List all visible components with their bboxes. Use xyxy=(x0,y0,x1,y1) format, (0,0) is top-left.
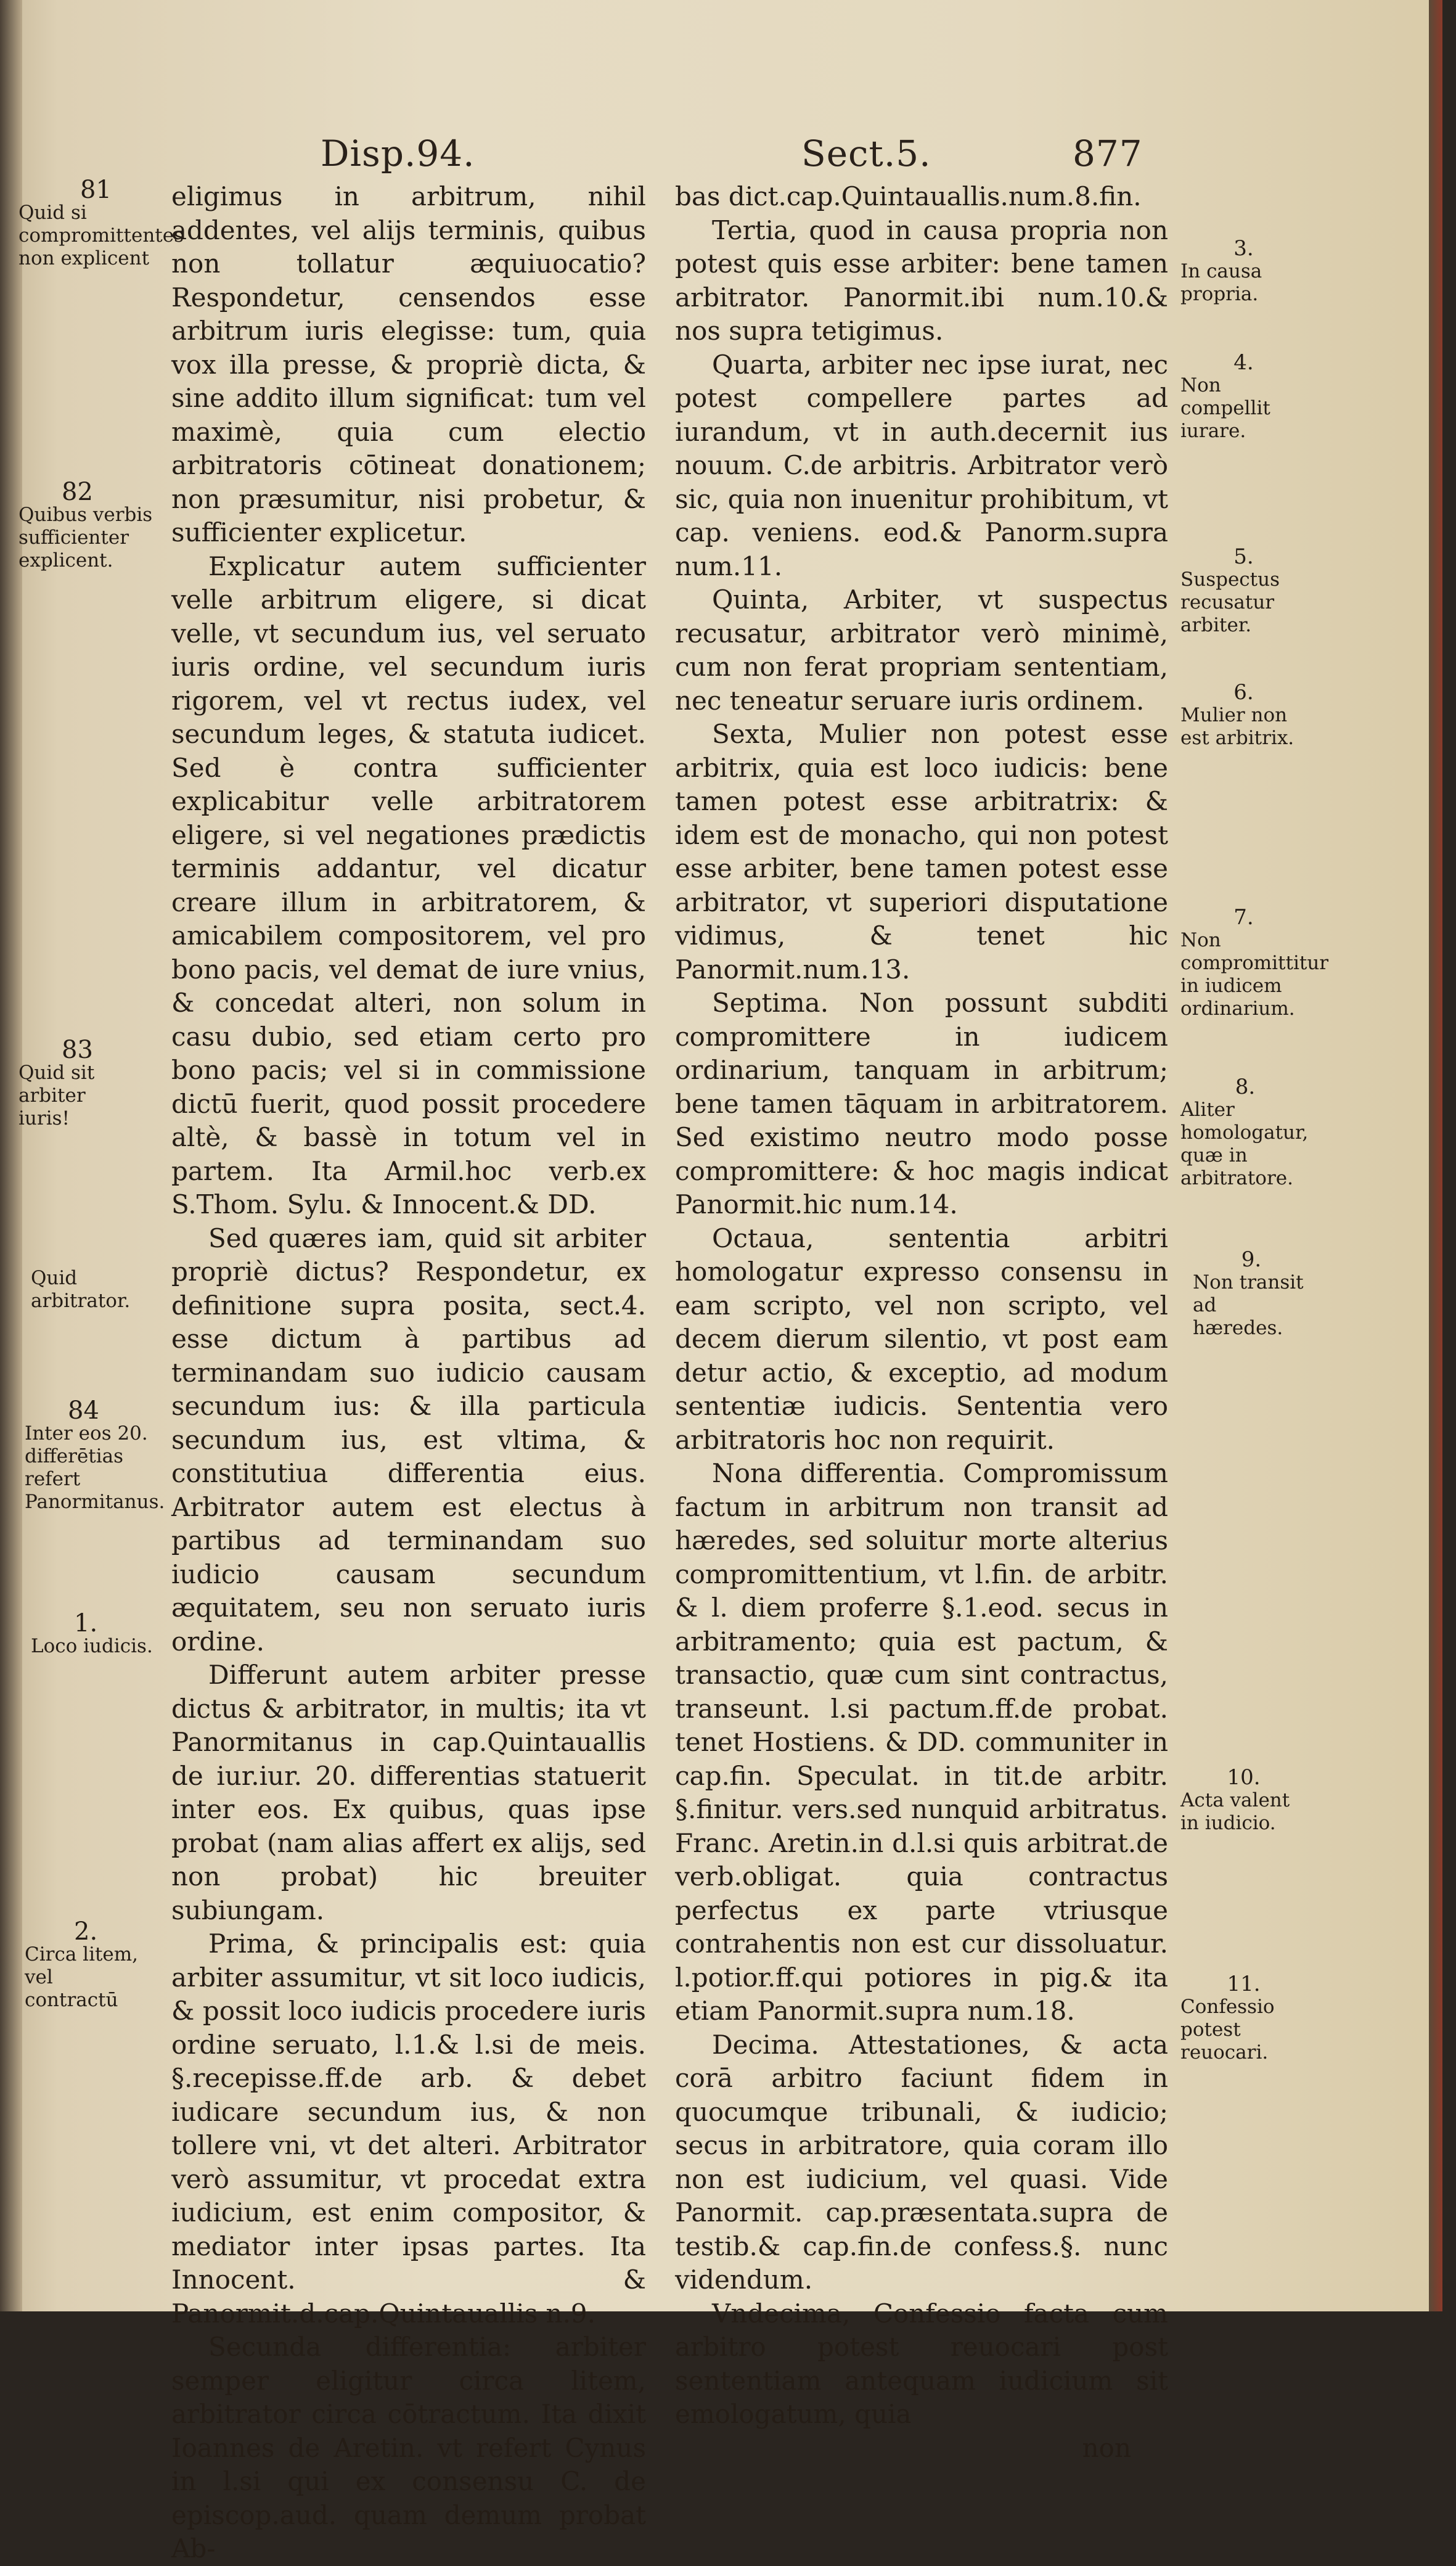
left-margin-note xyxy=(25,1396,165,1514)
margin-note-text: Loco iudicis. xyxy=(31,1635,153,1657)
paragraph: Sexta, Mulier non potest esse arbitrix, quia est loco iudicis: bene tamen potest esse arbitratrix: & idem est de monacho, qui non potest esse arbiter, bene tamen potest esse arbitrator, vt superiori disputatione vidimus, & tenet hic Panormit.num.13. xyxy=(675,719,1168,985)
margin-note-number: 6. xyxy=(1233,680,1254,705)
left-margin-note xyxy=(18,1036,142,1130)
paragraph: Vndecima, Confessio facta cum arbitro potest reuocari post sententiam antequam iudicium sit emologatum, quia xyxy=(675,2298,1168,2429)
margin-note-number: 81 xyxy=(80,176,112,204)
paragraph: Octaua, sententia arbitri homologatur expresso consensu in eam scripto, vel non scripto, vel decem dierum silentio, vt post eam detur actio, & exceptio, ad modum sententiæ iudicis. Sententia vero arbitratoris hoc non requirit. xyxy=(675,1223,1168,1455)
paragraph: Tertia, quod in causa propria non potest quis esse arbiter: bene tamen arbitrator. Panormit.ibi num.10.& nos supra tetigimus. xyxy=(675,215,1168,346)
paragraph: Quinta, Arbiter, vt suspectus recusatur, arbitrator verò minimè, cum non ferat propriam sententiam, nec teneatur seruare iuris ordinem. xyxy=(675,584,1168,716)
page-edge xyxy=(1429,0,1442,2311)
paragraph: Quarta, arbiter nec ipse iurat, nec potest compellere partes ad iurandum, vt in auth.decernit ius nouum. C.de arbitris. Arbitrator verò sic, quia non inuenitur prohibitum, vt cap. veniens. eod.& Panorm.supra num.11. xyxy=(675,349,1168,581)
margin-note-text: Suspectus recusatur arbiter. xyxy=(1180,568,1280,636)
margin-note-text: Inter eos 20. differētias refert Panormitanus. xyxy=(25,1422,165,1513)
margin-note-number: 9. xyxy=(1241,1247,1262,1272)
margin-note-number: 82 xyxy=(62,478,93,506)
right-margin-note xyxy=(1180,681,1307,750)
catchword: non xyxy=(1082,2432,1131,2463)
right-margin-note xyxy=(1180,351,1307,443)
right-margin-note xyxy=(1180,1973,1307,2064)
paragraph: Explicatur autem sufficienter velle arbitrum eligere, si dicat velle, vt secundum ius, vel seruato iuris ordine, vel secundum iuris rigorem, vel vt rectus iudex, vel secundum leges, & statuta iudicet. Sed è contra sufficienter explicabitur velle arbitratorem eligere, si vel negationes prædictis terminis addantur, vel dicatur creare illum in arbitratorem, & amicabilem compositorem, vel pro bono pacis, vel demat de iure vnius, & concedat alteri, non solum in casu dubio, sed etiam certo pro bono pacis; vel si in commissione dictū fuerit, quod possit procedere altè, & bassè in totum vel in partem. Ita Armil.hoc verb.ex S.Thom. Sylu. & Innocent.& DD. xyxy=(171,551,646,1219)
right-margin-note xyxy=(1180,905,1329,1020)
right-margin-note xyxy=(1180,1766,1307,1835)
margin-note-number: 1. xyxy=(74,1609,98,1638)
paragraph: Nona differentia. Compromissum factum in arbitrum non transit ad hæredes, sed soluitur morte alterius compromittentium, vt l.fin. de arbitr. & l. diem proferre §.1.eod. secus in arbitramento; quia est pactum, & transactio, quæ cum sint contractus, transeunt. l.si pactum.ff.de probat. tenet Hostiens. & DD. communiter in cap.fin. Speculat. in tit.de arbitr. §.finitur. vers.sed nunquid arbitratus. Franc. Aretin.in d.l.si quis arbitrat.de verb.obligat. quia contractus perfectus ex parte vtriusque contrahentis non est cur dissoluatur. l.potior.ff.qui potiores in pig.& ita etiam Panormit.supra num.18. xyxy=(675,1458,1168,2026)
paragraph: Sed quæres iam, quid sit arbiter propriè dictus? Respondetur, ex definitione supra posita, sect.4. esse dictum à partibus ad terminandam suo iudicio causam secundum ius: & illa particula secundum ius, est vltima, & constitutiua differentia eius. Arbitrator autem est electus à partibus ad terminandam suo iudicio causam secundum æquitatem, seu non seruato iuris ordine. xyxy=(171,1223,646,1657)
margin-note-number: 5. xyxy=(1233,544,1254,569)
paragraph: eligimus in arbitrum, nihil addentes, vel alijs terminis, quibus non tollatur æquiuocatio? Respondetur, censendos esse arbitrum iuris elegisse: tum, quia vox illa presse, & propriè dicta, & sine addito illum significat: tum vel maximè, quia cum electio arbitratoris cōtineat donationem; non præsumitur, nisi probetur, & sufficienter explicetur. xyxy=(171,181,646,547)
margin-note-number: 4. xyxy=(1233,350,1254,375)
margin-note-number: 2. xyxy=(74,1917,98,1946)
margin-note-text: Quid sit arbiter iuris! xyxy=(18,1062,95,1129)
left-margin-note xyxy=(25,1917,148,2012)
margin-note-text: Quid si compromittentes non explicent xyxy=(18,202,184,269)
margin-note-text: Acta valent in iudicio. xyxy=(1180,1789,1290,1834)
margin-note-number: 3. xyxy=(1233,236,1254,261)
margin-note-number: 11. xyxy=(1227,1972,1261,1996)
running-head-section: Sect.5. xyxy=(801,133,931,174)
left-margin-note xyxy=(31,1609,154,1658)
margin-note-text: Non transit ad hæredes. xyxy=(1193,1271,1304,1339)
paragraph: Septima. Non possunt subditi compromittere in iudicem ordinarium, tanquam in arbitrum; bene tamen tāquam in arbitratorem. Sed existimo neutro modo posse compromittere: & hoc magis indicat Panormit.hic num.14. xyxy=(675,988,1168,1219)
right-margin-note xyxy=(1180,546,1307,637)
paragraph: Decima. Attestationes, & acta corā arbitro faciunt fidem in quocumque tribunali, & iudicio; secus in arbitratore, quia coram illo non est iudicium, vel quasi. Vide Panormit. cap.præsentata.supra de testib.& cap.fin.de confess.§. nunc videndum. xyxy=(675,2029,1168,2295)
right-margin-note xyxy=(1180,1076,1310,1190)
paragraph: Secunda differentia: arbiter semper eligitur circa litem, arbitrator circa cōtractum. Ita dixit Ioannes de Aretin. vt refert Cynus in l.si qui ex consensu C. de episcop.aud. quam demum probat Ab- xyxy=(171,2332,646,2564)
right-margin-note xyxy=(1193,1248,1310,1340)
margin-note-text: Confessio potest reuocari. xyxy=(1180,1996,1275,2064)
margin-note-number: 7. xyxy=(1233,905,1254,930)
margin-note-number: 10. xyxy=(1227,1765,1261,1790)
paragraph: bas dict.cap.Quintauallis.num.8.fin. xyxy=(675,181,1142,211)
left-text-column xyxy=(171,180,646,2566)
margin-note-text: Aliter homologatur, quæ in arbitratore. xyxy=(1180,1099,1309,1189)
right-margin-note xyxy=(1180,237,1307,306)
margin-note-text: Circa litem, vel contractū xyxy=(25,1943,139,2011)
margin-note-text: Mulier non est arbitrix. xyxy=(1180,704,1294,749)
right-text-column xyxy=(675,180,1168,2465)
page-number: 877 xyxy=(1073,133,1143,174)
margin-note-number: 8. xyxy=(1235,1075,1256,1099)
left-margin-note xyxy=(18,176,184,270)
margin-note-text: In causa propria. xyxy=(1180,260,1262,305)
page-gutter xyxy=(0,0,22,2311)
margin-note-number: 83 xyxy=(62,1036,93,1064)
running-head-disputation: Disp.94. xyxy=(321,133,475,174)
margin-note-text: Quid arbitrator. xyxy=(31,1267,131,1312)
margin-note-number: 84 xyxy=(68,1396,99,1425)
left-margin-note xyxy=(18,478,157,572)
margin-note-text: Quibus verbis sufficienter explicent. xyxy=(18,504,153,572)
paragraph: Prima, & principalis est: quia arbiter assumitur, vt sit loco iudicis, & possit loco iudicis procedere iuris ordine seruato, l.1.& l.si de meis. §.recepisse.ff.de arb. & debet iudicare secundum ius, & non tollere vni, vt det alteri. Arbitrator verò assumitur, vt procedat extra iudicium, est enim compositor, & mediator inter ipsas partes. Ita Innocent. & Panormit.d.cap.Quintauallis n.9. xyxy=(171,1929,646,2329)
margin-note-text: Non compromittitur in iudicem ordinarium. xyxy=(1180,929,1329,1020)
left-margin-note xyxy=(31,1267,142,1313)
margin-note-text: Non compellit iurare. xyxy=(1180,374,1270,442)
paragraph: Differunt autem arbiter presse dictus & arbitrator, in multis; ita vt Panormitanus in cap.Quintauallis de iur.iur. 20. differentias statuerit inter eos. Ex quibus, quas ipse probat (nam alias affert ex alijs, sed non probat) hic breuiter subiungam. xyxy=(171,1660,646,1925)
